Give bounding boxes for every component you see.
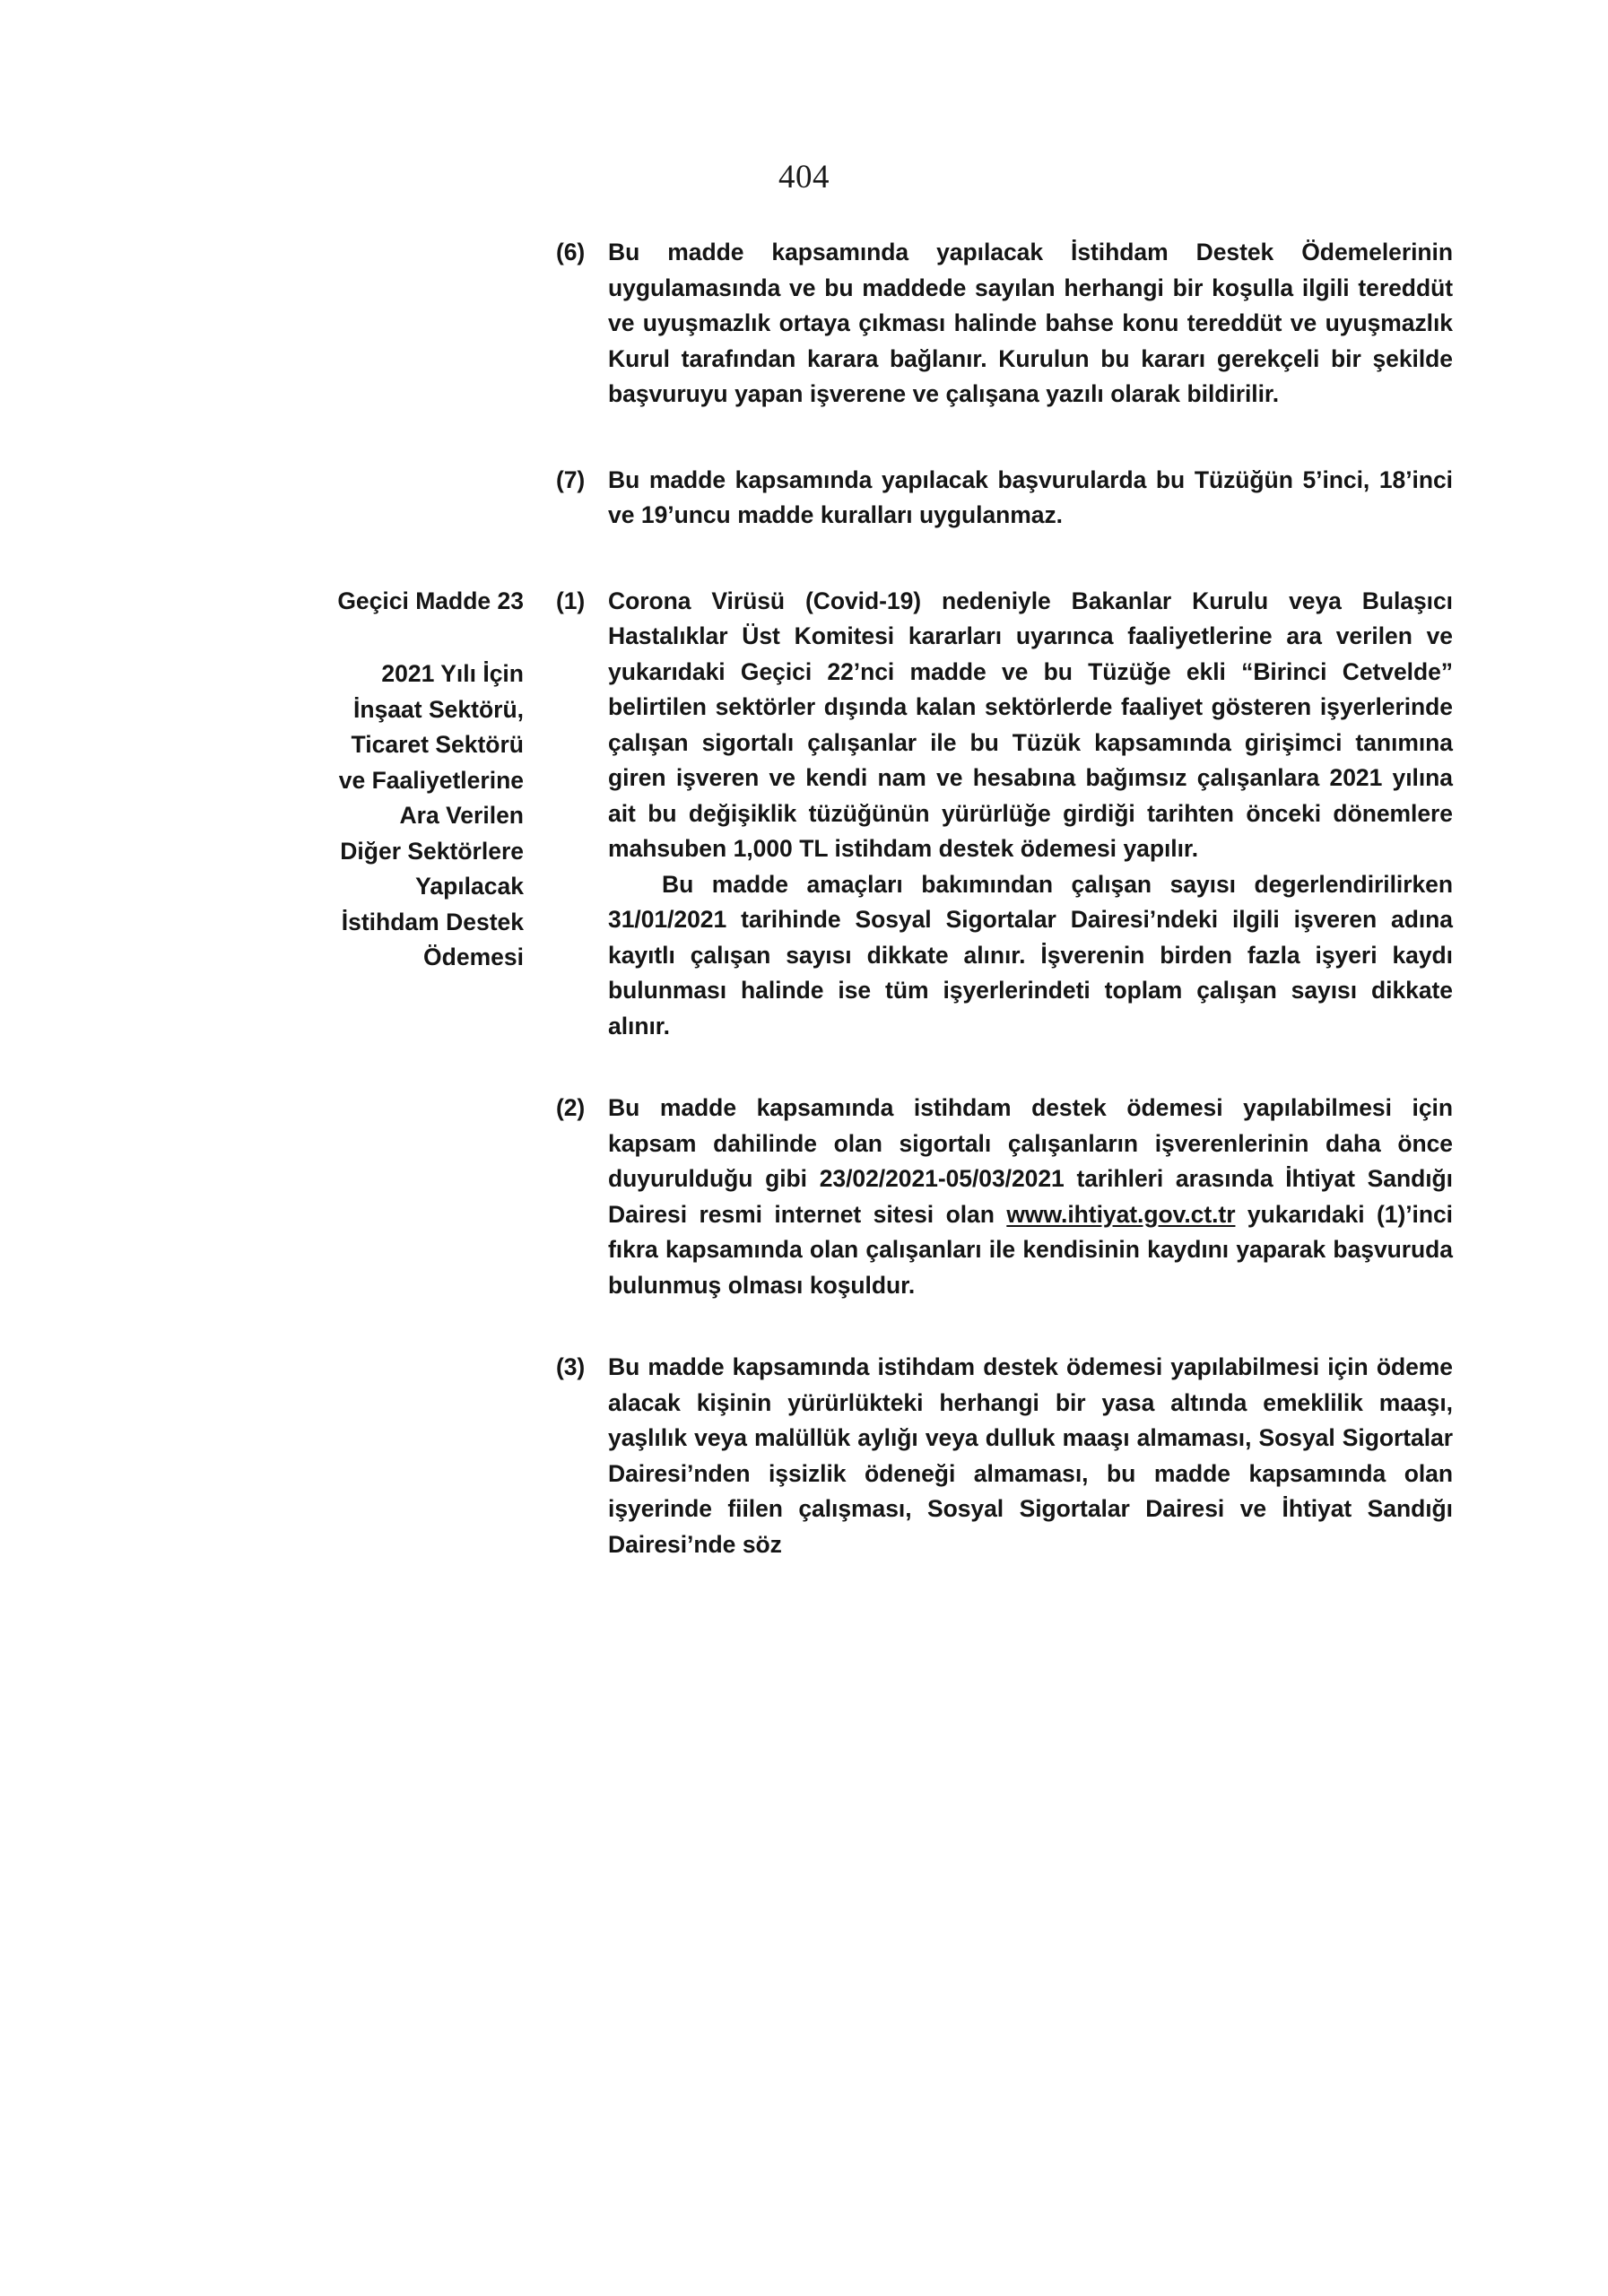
body-column [556,463,1453,534]
spacer [0,1303,1608,1350]
paragraph-marker-2: (2) [556,1094,586,1121]
body-column [556,1091,1453,1303]
margin-note-line: 2021 Yılı İçin [381,660,524,687]
paragraph-block-2 [0,1091,1608,1303]
paragraph-text-2-after-link: yukarıdaki (1)’inci fıkra kapsamında olan çalışanları ile kendisinin kaydını yaparak başvuruda bulunmuş olması koşuldur. [608,1200,1453,1299]
paragraph-text-2-before-link: Bu madde kapsamında istihdam destek ödemesi yapılabilmesi için kapsam dahilinde olan sigortalı çalışanların işverenlerinin daha önce duyurulduğu gibi 23/02/2021-05/03/2021 tarihleri arasında İhtiyat Sandığı Dairesi resmi internet sitesi olan [608,1094,1453,1228]
margin-note-line: Ödemesi [423,944,524,970]
spacer [0,413,1608,463]
body-column [556,1350,1453,1562]
paragraph-text-6: Bu madde kapsamında yapılacak İstihdam Destek Ödemelerinin uygulamasında ve bu maddede sayılan herhangi bir koşulla ilgili tereddüt ve uyuşmazlık ortaya çıkması halinde bahse konu tereddüt ve uyuşmazlık Kurul tarafından karara bağlanır. Kurulun bu kararı gerekçeli bir şekilde başvuruyu yapan işverene ve çalışana yazılı olarak bildirilir. [608,239,1453,407]
paragraph-text-1-wrapper [608,584,1453,1045]
paragraph-marker-3: (3) [556,1353,586,1380]
paragraph-text-2-wrapper [608,1091,1453,1303]
page-content [0,235,1608,1562]
paragraph-marker-1: (1) [556,587,586,614]
margin-note-line: Ticaret Sektörü [351,731,524,758]
paragraph-text-1-continuation: Bu madde amaçları bakımından çalışan sayısı degerlendirilirken 31/01/2021 tarihinde Sosyal Sigortalar Dairesi’ndeki ilgili işveren adına kayıtlı çalışan sayısı dikkate alınır. İşverenin birden fazla işyeri kaydı bulunması halinde ise tüm işyerlerindeti toplam çalışan sayısı dikkate alınır. [608,870,1453,1039]
margin-note-line: Ara Verilen [399,802,524,829]
paragraph-marker-7: (7) [556,465,586,493]
paragraph-block-3 [0,1350,1608,1562]
paragraph-block-6 [0,235,1608,413]
margin-note-title: Geçici Madde 23 [337,587,524,614]
paragraph-marker-6: (6) [556,239,586,265]
paragraph-text-7: Bu madde kapsamında yapılacak başvurularda bu Tüzüğün 5’inci, 18’inci ve 19’uncu madde kuralları uygulanmaz. [608,465,1453,528]
spacer [0,534,1608,584]
page-number: 404 [778,159,830,196]
margin-note-line: ve Faaliyetlerine [338,766,524,794]
paragraph-text-3: Bu madde kapsamında istihdam destek ödemesi yapılabilmesi için ödeme alacak kişinin yürürlükteki herhangi bir yasa altında emeklilik maaşı, yaşlılık veya malüllük aylığı veya dulluk maaşı almaması, Sosyal Sigortalar Dairesi’nden işsizlik ödeneği almaması, bu madde kapsamında olan işyerinde fiilen çalışması, Sosyal Sigortalar Dairesi ve İhtiyat Sandığı Dairesi’nde söz [608,1353,1453,1558]
paragraph-block-7 [0,463,1608,534]
paragraph-block-1 [0,584,1608,1045]
paragraph-text-1: Corona Virüsü (Covid-19) nedeniyle Bakanlar Kurulu veya Bulaşıcı Hastalıklar Üst Komitesi kararları uyarınca faaliyetlerine ara verilen ve yukarıdaki Geçici 22’nci madde ve bu Tüzüğe ekli “Birinci Cetvelde” belirtilen sektörler dışında kalan sektörlerde faaliyet gösteren işyerlerinde çalışan sigortalı çalışanlar ile bu Tüzük kapsamında girişimci tanımına giren işveren ve kendi nam ve hesabına bağımsız çalışanlara 2021 yılına ait bu değişiklik tüzüğünün yürürlüğe girdiği tarihten önceki dönemlere mahsuben 1,000 TL istihdam destek ödemesi yapılır. [608,587,1453,862]
spacer [0,1044,1608,1091]
body-column [556,235,1453,413]
margin-note-line: İstihdam Destek [341,908,524,935]
margin-note-lines [0,657,524,976]
margin-note-line: Yapılacak [415,873,524,900]
margin-note [0,584,556,976]
margin-note-line: İnşaat Sektörü, [353,695,524,723]
body-column [556,584,1453,1045]
ihtiyat-website-link[interactable]: www.ihtiyat.gov.ct.tr [1006,1200,1236,1228]
margin-note-line: Diğer Sektörlere [340,837,524,865]
